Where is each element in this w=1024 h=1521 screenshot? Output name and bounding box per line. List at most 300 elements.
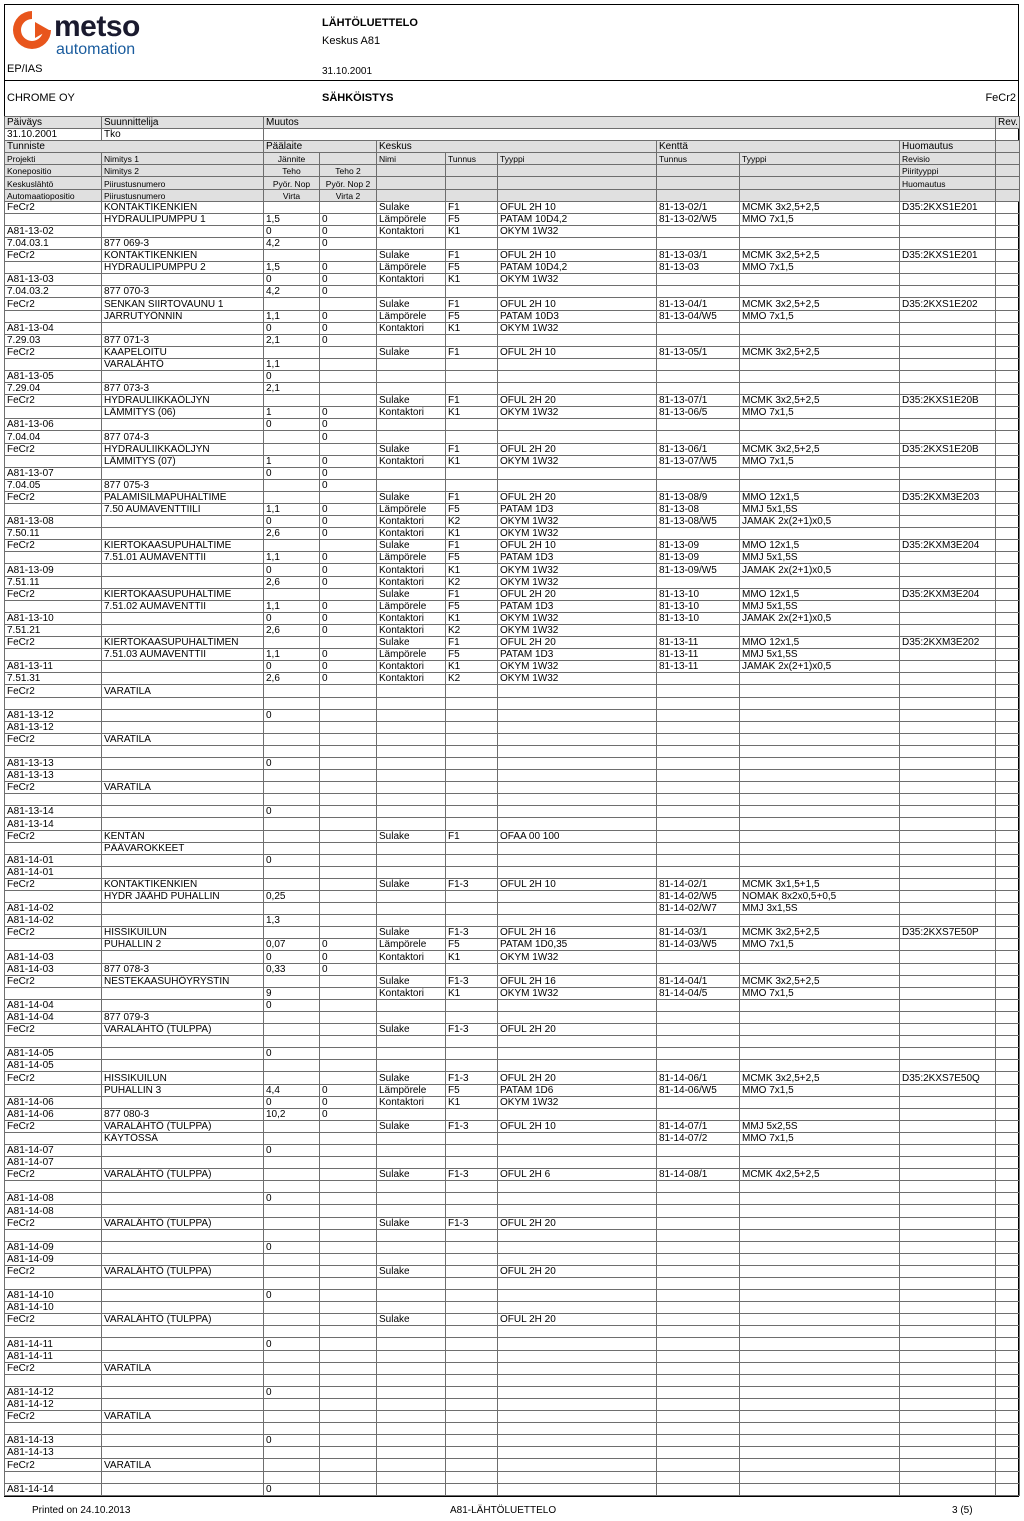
doc-date: 31.10.2001 [322,66,373,77]
table-cell [102,866,264,878]
group-keskus: Keskus [377,141,657,153]
table-cell [320,1447,377,1459]
table-cell [102,854,264,866]
table-cell: FeCr2 [5,540,102,552]
table-cell [657,709,740,721]
table-cell [264,1447,320,1459]
table-cell [446,1326,498,1338]
table-cell [446,1036,498,1048]
table-cell [446,1253,498,1265]
table-cell: 0 [264,1241,320,1253]
table-cell [498,286,657,298]
table-cell: Lämpörele [377,649,446,661]
table-cell [900,431,996,443]
table-cell [264,1169,320,1181]
group-huomautus: Huomautus [900,141,996,153]
table-cell [498,334,657,346]
table-cell: 81-14-06/1 [657,1072,740,1084]
table-cell [900,1048,996,1060]
table-cell: HYDRAULIIKKAÖLJYN [102,443,264,455]
table-cell [377,866,446,878]
table-cell [102,1423,264,1435]
table-cell: OKYM 1W32 [498,624,657,636]
table-cell [657,334,740,346]
table-cell: F1 [446,637,498,649]
table-cell [740,358,900,370]
table-cell [446,419,498,431]
table-cell [377,1471,446,1483]
table-cell [657,624,740,636]
table-cell: VARATILA [102,733,264,745]
table-cell [320,975,377,987]
table-cell [377,1326,446,1338]
table-cell: Sulake [377,588,446,600]
table-row [5,1060,1020,1072]
table-cell: 877 074-3 [102,431,264,443]
table-cell: HISSIKUILUN [102,927,264,939]
table-cell [5,552,102,564]
table-cell [320,794,377,806]
table-cell: PATAM 10D4,2 [498,213,657,225]
table-cell: F5 [446,504,498,516]
table-cell: 0 [264,1048,320,1060]
table-cell: K1 [446,564,498,576]
table-row [5,1205,1020,1217]
table-cell [102,1157,264,1169]
table-cell: 81-13-06/1 [657,443,740,455]
table-cell [900,1265,996,1277]
table-cell [320,806,377,818]
table-cell [377,818,446,830]
table-cell: HISSIKUILUN [102,1072,264,1084]
table-cell [320,866,377,878]
table-cell [740,624,900,636]
sub-header-cell [377,165,446,177]
table-cell: D35:2KXM3E203 [900,491,996,503]
table-cell [498,866,657,878]
table-cell [320,1072,377,1084]
table-cell [446,709,498,721]
table-cell [498,1350,657,1362]
table-cell [446,1435,498,1447]
table-cell: A81-14-09 [5,1253,102,1265]
table-row [5,1423,1020,1435]
table-cell [5,1423,102,1435]
table-cell [102,1229,264,1241]
table-cell [446,1423,498,1435]
table-row [5,1253,1020,1265]
table-cell [657,854,740,866]
table-cell [740,1459,900,1471]
table-cell: FeCr2 [5,1265,102,1277]
table-cell [320,854,377,866]
table-cell: 81-13-05/1 [657,346,740,358]
table-cell [102,1471,264,1483]
table-cell [377,1398,446,1410]
table-cell [740,1471,900,1483]
table-cell: K1 [446,661,498,673]
table-cell [498,1193,657,1205]
table-cell: 877 079-3 [102,1011,264,1023]
table-cell [446,358,498,370]
table-cell: A81-14-07 [5,1144,102,1156]
table-cell: K1 [446,612,498,624]
table-cell [498,1241,657,1253]
table-cell [102,1483,264,1495]
table-cell: NESTEKAASUHÖYRYSTIN [102,975,264,987]
footer-page-number: 3 (5) [952,1505,973,1516]
table-cell: 81-13-07/1 [657,395,740,407]
table-cell [900,903,996,915]
table-cell: 0 [264,516,320,528]
table-cell [377,1205,446,1217]
table-cell [900,733,996,745]
table-row [5,903,1020,915]
table-cell: 81-13-04/1 [657,298,740,310]
table-row [5,1181,1020,1193]
table-cell [264,770,320,782]
table-cell [320,1290,377,1302]
table-cell [377,903,446,915]
table-cell: 0,33 [264,963,320,975]
table-cell [377,1253,446,1265]
table-cell [320,1265,377,1277]
table-cell [657,842,740,854]
table-row [5,1398,1020,1410]
table-cell: 7.51.31 [5,673,102,685]
table-row [5,939,1020,951]
table-cell: FeCr2 [5,685,102,697]
table-cell: OFUL 2H 20 [498,1314,657,1326]
table-cell: OKYM 1W32 [498,612,657,624]
table-cell: JARRUTYÖNNIN [102,310,264,322]
table-cell [446,697,498,709]
table-cell [498,1338,657,1350]
table-cell: MMJ 5x2,5S [740,1120,900,1132]
table-cell [102,516,264,528]
table-cell [102,721,264,733]
table-cell: KIERTOKAASUPUHALTIME [102,588,264,600]
table-cell: Sulake [377,878,446,890]
table-cell [498,1060,657,1072]
table-cell: F1-3 [446,878,498,890]
table-cell: A81-14-03 [5,951,102,963]
table-row [5,782,1020,794]
table-cell [377,806,446,818]
table-cell [498,1386,657,1398]
table-row [5,1120,1020,1132]
table-cell: Sulake [377,443,446,455]
rev-value [996,129,1020,141]
sub-header-cell [498,177,657,189]
table-cell [102,1398,264,1410]
table-cell [377,1290,446,1302]
table-cell [446,891,498,903]
table-cell [446,1350,498,1362]
table-row [5,1350,1020,1362]
table-cell [498,370,657,382]
table-cell: F1 [446,540,498,552]
table-cell: 0 [264,612,320,624]
table-cell: 1,1 [264,358,320,370]
table-cell: 0 [320,552,377,564]
table-cell: MCMK 3x2,5+2,5 [740,443,900,455]
table-cell [320,1120,377,1132]
table-cell [657,1435,740,1447]
metso-logo [10,8,160,58]
logo-text-automation: automation [56,41,136,58]
table-cell [740,576,900,588]
department: EP/IAS [7,63,43,75]
table-cell [264,794,320,806]
table-cell [740,419,900,431]
table-cell [320,395,377,407]
table-cell: 1,5 [264,213,320,225]
table-cell: 0 [320,516,377,528]
table-cell [377,1338,446,1350]
table-row [5,866,1020,878]
table-cell: PUHALLIN 3 [102,1084,264,1096]
table-cell: MMJ 5x1,5S [740,552,900,564]
table-cell [657,358,740,370]
table-cell [657,479,740,491]
table-cell [498,709,657,721]
table-cell [446,1181,498,1193]
table-cell: A81-14-12 [5,1386,102,1398]
table-cell [320,782,377,794]
table-cell: MMO 12x1,5 [740,540,900,552]
table-cell [377,697,446,709]
table-cell: Lämpörele [377,213,446,225]
table-cell: K1 [446,528,498,540]
table-cell [264,1374,320,1386]
table-cell: 1,1 [264,504,320,516]
table-cell [377,383,446,395]
group-header-row [5,141,1020,153]
table-cell [740,951,900,963]
table-row [5,1447,1020,1459]
table-cell [740,1326,900,1338]
table-cell [657,1217,740,1229]
table-cell [900,504,996,516]
table-cell [446,1398,498,1410]
table-cell [657,1447,740,1459]
table-cell: Kontaktori [377,455,446,467]
table-cell: 0 [264,951,320,963]
table-cell [320,1459,377,1471]
table-cell [446,999,498,1011]
table-row [5,1302,1020,1314]
table-row [5,975,1020,987]
table-cell [900,322,996,334]
table-cell: K1 [446,1096,498,1108]
table-cell [102,987,264,999]
group-tunniste: Tunniste [5,141,264,153]
table-cell: FeCr2 [5,830,102,842]
table-cell: 0 [320,1096,377,1108]
table-cell: 0 [320,479,377,491]
table-cell: 2,6 [264,624,320,636]
table-row [5,1338,1020,1350]
table-cell [740,479,900,491]
table-cell: KIERTOKAASUPUHALTIME [102,540,264,552]
table-cell [320,346,377,358]
table-cell: JAMAK 2x(2+1)x0,5 [740,612,900,624]
table-cell [900,1144,996,1156]
table-cell [102,1181,264,1193]
table-cell [446,721,498,733]
table-cell [446,1314,498,1326]
sub-header-cell [740,189,900,201]
table-cell: PATAM 1D3 [498,552,657,564]
table-cell [657,745,740,757]
table-cell: PATAM 1D0,35 [498,939,657,951]
table-row [5,383,1020,395]
table-cell [5,504,102,516]
table-cell [320,1036,377,1048]
table-cell [5,649,102,661]
table-cell: K1 [446,987,498,999]
table-cell: VARALÄHTÖ (TULPPA) [102,1265,264,1277]
table-cell: A81-13-06 [5,419,102,431]
table-cell [102,1241,264,1253]
table-cell: 0 [264,1144,320,1156]
table-cell: 7.51.01 AUMAVENTTII [102,552,264,564]
table-cell [264,745,320,757]
table-cell [740,225,900,237]
table-row [5,612,1020,624]
table-cell [264,1326,320,1338]
table-cell [900,262,996,274]
table-row [5,334,1020,346]
table-cell [900,1423,996,1435]
sub-header-cell: Automaatiopositio [5,189,102,201]
table-cell: K1 [446,951,498,963]
table-cell [657,1398,740,1410]
table-cell [264,721,320,733]
table-cell [498,1011,657,1023]
table-cell: 0 [320,576,377,588]
table-cell: A81-13-12 [5,709,102,721]
table-cell: VARALÄHTÖ (TULPPA) [102,1217,264,1229]
table-cell [320,721,377,733]
table-cell: VARATILA [102,1362,264,1374]
table-cell: F5 [446,310,498,322]
table-cell [900,1398,996,1410]
table-cell [657,733,740,745]
table-cell [900,1338,996,1350]
table-row [5,709,1020,721]
table-cell [377,1435,446,1447]
table-cell: 0 [320,963,377,975]
table-cell: 1,1 [264,310,320,322]
table-cell [900,1253,996,1265]
sub-header-row [5,165,1020,177]
table-cell [264,1181,320,1193]
table-cell: KONTAKTIKENKIEN [102,201,264,213]
table-cell: Sulake [377,1314,446,1326]
table-cell: 7.51.02 AUMAVENTTII [102,600,264,612]
table-cell [264,1471,320,1483]
table-cell: 1,1 [264,552,320,564]
table-cell [740,1024,900,1036]
table-cell [740,1265,900,1277]
table-cell [740,782,900,794]
table-cell: PALAMISILMAPUHALTIME [102,491,264,503]
table-cell [377,1483,446,1495]
table-cell: 7.50.11 [5,528,102,540]
table-cell [740,1350,900,1362]
table-cell: FeCr2 [5,1072,102,1084]
table-cell: MMO 12x1,5 [740,588,900,600]
table-cell: OKYM 1W32 [498,951,657,963]
table-row [5,1314,1020,1326]
table-cell: 0 [320,1084,377,1096]
table-cell: VARATILA [102,782,264,794]
table-cell: 877 073-3 [102,383,264,395]
table-cell: 7.29.04 [5,383,102,395]
table-cell [498,1144,657,1156]
table-row [5,733,1020,745]
table-cell: 81-14-02/1 [657,878,740,890]
table-cell: A81-14-11 [5,1338,102,1350]
table-row [5,1096,1020,1108]
table-cell [446,1205,498,1217]
table-cell: 877 080-3 [102,1108,264,1120]
table-cell [657,1362,740,1374]
sub-header-cell: Pyör. Nop 2 [320,177,377,189]
table-cell: 7.29.03 [5,334,102,346]
table-cell: A81-14-10 [5,1302,102,1314]
table-cell [446,757,498,769]
table-cell: KENTÄN [102,830,264,842]
table-cell: 1,1 [264,649,320,661]
table-cell: K1 [446,225,498,237]
table-cell [446,1060,498,1072]
table-cell: 0 [264,999,320,1011]
table-cell [900,1132,996,1144]
table-cell: A81-14-02 [5,903,102,915]
table-row [5,963,1020,975]
table-cell [264,346,320,358]
table-cell [900,383,996,395]
table-cell: A81-14-08 [5,1193,102,1205]
table-cell [264,697,320,709]
table-cell [5,455,102,467]
table-cell [657,1350,740,1362]
sub-header-cell: Tunnus [446,153,498,165]
table-cell [446,1459,498,1471]
table-cell: 0 [264,1435,320,1447]
table-cell: 4,4 [264,1084,320,1096]
table-cell [377,1229,446,1241]
table-cell [900,975,996,987]
table-cell: 0 [320,673,377,685]
table-cell [740,770,900,782]
table-cell: A81-14-08 [5,1205,102,1217]
table-cell [740,697,900,709]
table-row [5,1326,1020,1338]
table-cell: Lämpörele [377,552,446,564]
table-row [5,358,1020,370]
table-cell [320,1338,377,1350]
table-cell: 7.04.03.2 [5,286,102,298]
table-cell: OFUL 2H 10 [498,201,657,213]
table-cell: Lämpörele [377,1084,446,1096]
table-cell: HYDRAULIPUMPPU 1 [102,213,264,225]
table-cell [657,757,740,769]
table-cell [377,1278,446,1290]
